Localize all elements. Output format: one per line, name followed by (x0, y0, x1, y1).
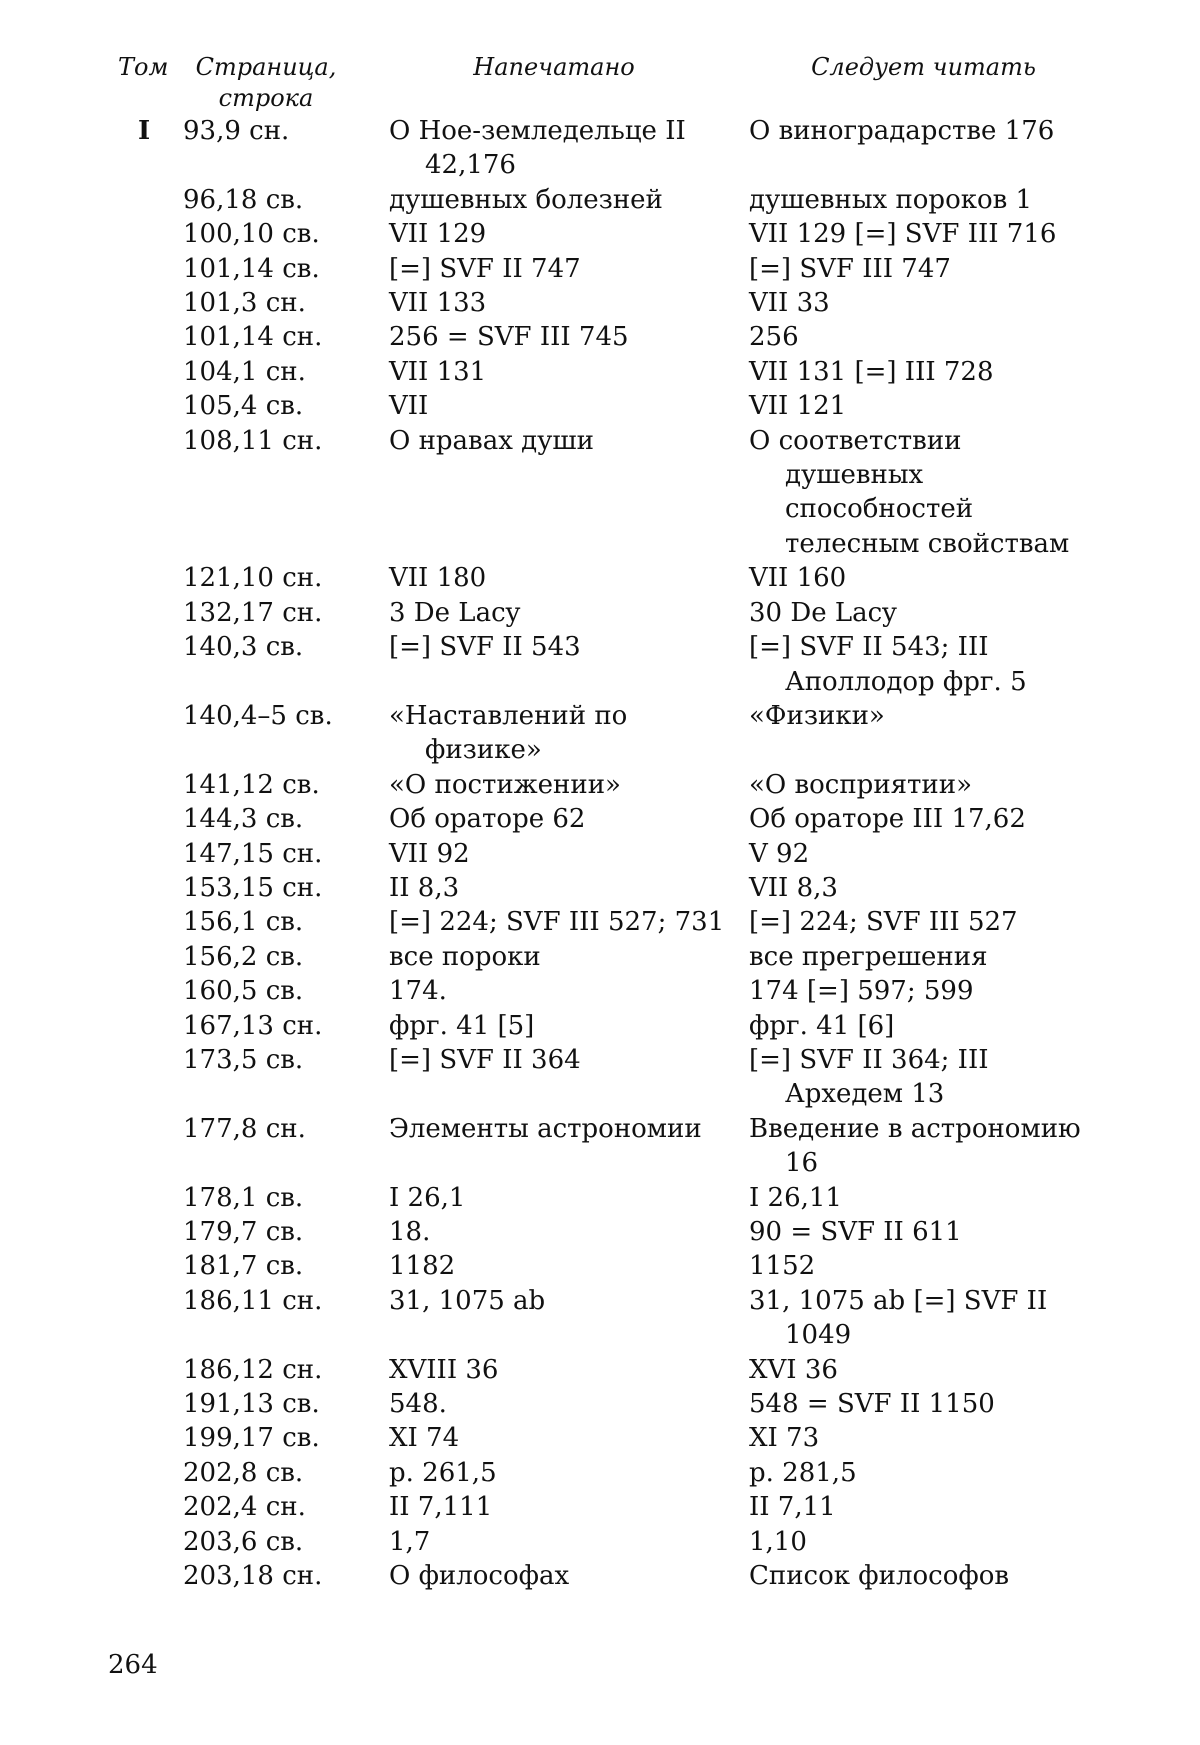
page-line-cell: 105,4 св. (183, 391, 304, 422)
correct-cell: II 7,11 (749, 1492, 836, 1523)
correct-cell: I 26,11 (749, 1182, 842, 1213)
page-line-cell: 96,18 св. (183, 184, 304, 215)
correct-cell: все прегрешения (749, 941, 988, 972)
printed-cell: [=] 224; SVF III 527; 731 (389, 907, 725, 938)
correct-cell: VII 129 [=] SVF III 716 (749, 219, 1057, 250)
page-line-cell: 173,5 св. (183, 1044, 304, 1075)
printed-cell: «Наставлений по физике» (389, 700, 628, 766)
page-line-cell: 141,12 св. (183, 769, 320, 800)
page-line-cell: 100,10 св. (183, 219, 320, 250)
volume-cell (118, 355, 183, 389)
printed-cell: VII (389, 391, 429, 422)
page-line-cell: 144,3 св. (183, 804, 304, 835)
correct-cell: 1152 (749, 1251, 816, 1282)
volume-cell (118, 940, 183, 974)
header-correct: Следует читать (811, 53, 1036, 81)
printed-cell: I 26,1 (389, 1182, 466, 1213)
page-line-cell: 203,6 св. (183, 1526, 304, 1557)
table-row (118, 1249, 1098, 1283)
page-line-cell: 203,18 сн. (183, 1561, 323, 1592)
correct-cell: 90 = SVF II 611 (749, 1217, 962, 1247)
printed-cell: 548. (389, 1389, 447, 1420)
header-row (118, 52, 1098, 114)
table-row (118, 320, 1098, 354)
volume-cell (118, 1387, 183, 1421)
page-line-cell: 93,9 сн. (183, 116, 290, 146)
printed-cell: душевных болезней (389, 184, 663, 215)
volume-cell (118, 1559, 183, 1593)
correct-cell: p. 281,5 (749, 1457, 857, 1488)
correct-cell: фрг. 41 [6] (749, 1010, 895, 1041)
page-line-cell: 191,13 св. (183, 1389, 320, 1420)
table-row (118, 1043, 1098, 1112)
volume-cell (118, 424, 183, 562)
printed-cell: [=] SVF II 543 (389, 632, 581, 663)
page-line-cell: 156,2 св. (183, 941, 304, 972)
table-row (118, 424, 1098, 562)
table-row (118, 1353, 1098, 1387)
page-number: 264 (108, 1650, 158, 1680)
printed-cell: О философах (389, 1561, 570, 1592)
correct-cell: [=] SVF II 364; III Архедем 13 (749, 1044, 989, 1110)
volume-cell (118, 596, 183, 630)
page-line-cell: 101,3 сн. (183, 288, 306, 319)
volume-cell (118, 837, 183, 871)
table-row (118, 974, 1098, 1008)
printed-cell: 1182 (389, 1251, 456, 1282)
correct-cell: О виноградарстве 176 (749, 116, 1055, 146)
printed-cell: Элементы астрономии (389, 1113, 702, 1144)
page-line-cell: 179,7 св. (183, 1217, 304, 1247)
header-volume: Том (118, 53, 169, 81)
page-line-cell: 178,1 св. (183, 1182, 304, 1213)
volume-cell (118, 1353, 183, 1387)
page-line-cell: 153,15 сн. (183, 872, 323, 903)
page-line-cell: 177,8 сн. (183, 1113, 306, 1144)
volume-cell (118, 768, 183, 802)
volume-cell (118, 217, 183, 251)
printed-cell: 18. (389, 1217, 431, 1247)
volume-cell (118, 183, 183, 217)
table-row (118, 1559, 1098, 1593)
correct-cell: VII 131 [=] III 728 (749, 356, 994, 387)
printed-cell: 3 De Lacy (389, 597, 521, 628)
volume-cell (118, 561, 183, 595)
printed-cell: XVIII 36 (389, 1354, 499, 1385)
table-row (118, 355, 1098, 389)
printed-cell: VII 129 (389, 219, 487, 250)
table-row (118, 1525, 1098, 1559)
volume-cell (118, 389, 183, 423)
table-row (118, 1421, 1098, 1455)
printed-cell: XI 74 (389, 1423, 460, 1454)
volume-cell (118, 1490, 183, 1524)
volume-cell (118, 286, 183, 320)
correct-cell: [=] SVF II 543; III Аполлодор фрг. 5 (749, 632, 1027, 697)
table-row (118, 217, 1098, 251)
printed-cell: VII 180 (389, 563, 487, 594)
correct-cell: V 92 (749, 838, 810, 869)
correct-cell: VII 33 (749, 288, 830, 319)
volume-cell (118, 1112, 183, 1181)
table-row (118, 768, 1098, 802)
page-line-cell: 132,17 сн. (183, 597, 323, 628)
volume-cell (118, 1043, 183, 1112)
table-row (118, 1490, 1098, 1524)
table-row (118, 389, 1098, 423)
volume-cell (118, 699, 183, 768)
correct-cell: О соответствии душевных способностей телесным свойствам (749, 425, 1070, 559)
correct-cell: Список философов (749, 1561, 1009, 1592)
volume-cell (118, 252, 183, 286)
table-row (118, 802, 1098, 836)
table-row (118, 286, 1098, 320)
table-row (118, 114, 1098, 183)
table-row (118, 837, 1098, 871)
printed-cell: 174. (389, 976, 447, 1007)
volume-cell (118, 905, 183, 939)
correct-cell: 31, 1075 ab [=] SVF II 1049 (749, 1285, 1048, 1351)
correct-cell: [=] SVF III 747 (749, 253, 951, 284)
volume-cell (118, 1249, 183, 1283)
printed-cell: 256 = SVF III 745 (389, 322, 629, 353)
printed-cell: 31, 1075 ab (389, 1285, 546, 1316)
table-row (118, 1215, 1098, 1249)
table-row (118, 183, 1098, 217)
table-row (118, 1009, 1098, 1043)
printed-cell: II 8,3 (389, 872, 460, 903)
volume-cell (118, 1009, 183, 1043)
correct-cell: VII 121 (749, 391, 847, 422)
volume-cell (118, 1525, 183, 1559)
table-row (118, 561, 1098, 595)
printed-cell: фрг. 41 [5] (389, 1010, 535, 1041)
correct-cell: 548 = SVF II 1150 (749, 1389, 995, 1420)
table-row (118, 699, 1098, 768)
printed-cell: [=] SVF II 747 (389, 253, 581, 284)
correct-cell: VII 8,3 (749, 872, 838, 903)
correct-cell: XI 73 (749, 1423, 820, 1454)
page-line-cell: 186,11 сн. (183, 1285, 323, 1316)
volume-cell (118, 1215, 183, 1249)
page-line-cell: 186,12 сн. (183, 1354, 323, 1385)
page-line-cell: 140,3 св. (183, 632, 304, 663)
volume-cell (118, 1456, 183, 1490)
printed-cell: все пороки (389, 941, 541, 972)
correct-cell: «Физики» (749, 700, 885, 731)
correct-cell: [=] 224; SVF III 527 (749, 907, 1018, 938)
page-line-cell: 202,4 сн. (183, 1492, 306, 1523)
correct-cell: 30 De Lacy (749, 597, 897, 628)
page-line-cell: 202,8 св. (183, 1457, 304, 1488)
volume-cell (118, 974, 183, 1008)
table-row (118, 630, 1098, 699)
header-printed: Напечатано (473, 53, 635, 81)
correct-cell: 256 (749, 322, 799, 353)
printed-cell: О нравах души (389, 425, 594, 456)
printed-cell: VII 131 (389, 356, 487, 387)
page-line-cell: 104,1 сн. (183, 356, 306, 387)
printed-cell: VII 92 (389, 838, 470, 869)
printed-cell: VII 133 (389, 288, 487, 319)
printed-cell: О Ное-земледельце II 42,176 (389, 116, 686, 181)
correct-cell: XVI 36 (749, 1354, 838, 1385)
table-row (118, 1112, 1098, 1181)
printed-cell: [=] SVF II 364 (389, 1044, 581, 1075)
printed-cell: p. 261,5 (389, 1457, 497, 1488)
volume-cell (118, 871, 183, 905)
page-line-cell: 147,15 сн. (183, 838, 323, 869)
table-row (118, 1456, 1098, 1490)
page-line-cell: 101,14 сн. (183, 322, 323, 353)
table-row (118, 1387, 1098, 1421)
volume-cell (118, 630, 183, 699)
table-row (118, 940, 1098, 974)
printed-cell: Об ораторе 62 (389, 804, 586, 835)
correct-cell: Об ораторе III 17,62 (749, 804, 1026, 835)
correct-cell: 1,10 (749, 1526, 807, 1557)
table-row (118, 1181, 1098, 1215)
correct-cell: душевных пороков 1 (749, 184, 1033, 215)
table-row (118, 596, 1098, 630)
table-row (118, 252, 1098, 286)
correct-cell: 174 [=] 597; 599 (749, 976, 974, 1007)
volume-cell (118, 1181, 183, 1215)
table-row (118, 905, 1098, 939)
errata-table (118, 52, 1098, 1593)
volume-cell (118, 320, 183, 354)
page-line-cell: 156,1 св. (183, 907, 304, 938)
printed-cell: II 7,111 (389, 1492, 493, 1523)
volume-cell (118, 802, 183, 836)
page-line-cell: 101,14 св. (183, 253, 320, 284)
correct-cell: «О восприятии» (749, 769, 972, 800)
correct-cell: Введение в астрономию 16 (749, 1113, 1081, 1179)
page-line-cell: 160,5 св. (183, 976, 304, 1007)
volume-cell (118, 1284, 183, 1353)
page-line-cell: 199,17 св. (183, 1423, 320, 1454)
correct-cell: VII 160 (749, 563, 847, 594)
page-line-cell: 140,4–5 св. (183, 700, 333, 731)
page-line-cell: 167,13 сн. (183, 1010, 323, 1041)
page-line-cell: 108,11 сн. (183, 425, 323, 456)
volume-cell (118, 1421, 183, 1455)
errata-body (118, 114, 1098, 1593)
table-row (118, 871, 1098, 905)
page-line-cell: 121,10 сн. (183, 563, 323, 594)
printed-cell: 1,7 (389, 1526, 431, 1557)
header-page-line: Страница, строка (195, 53, 337, 112)
printed-cell: «О постижении» (389, 769, 621, 800)
table-row (118, 1284, 1098, 1353)
page-line-cell: 181,7 св. (183, 1251, 304, 1282)
volume-cell: I (138, 116, 151, 146)
